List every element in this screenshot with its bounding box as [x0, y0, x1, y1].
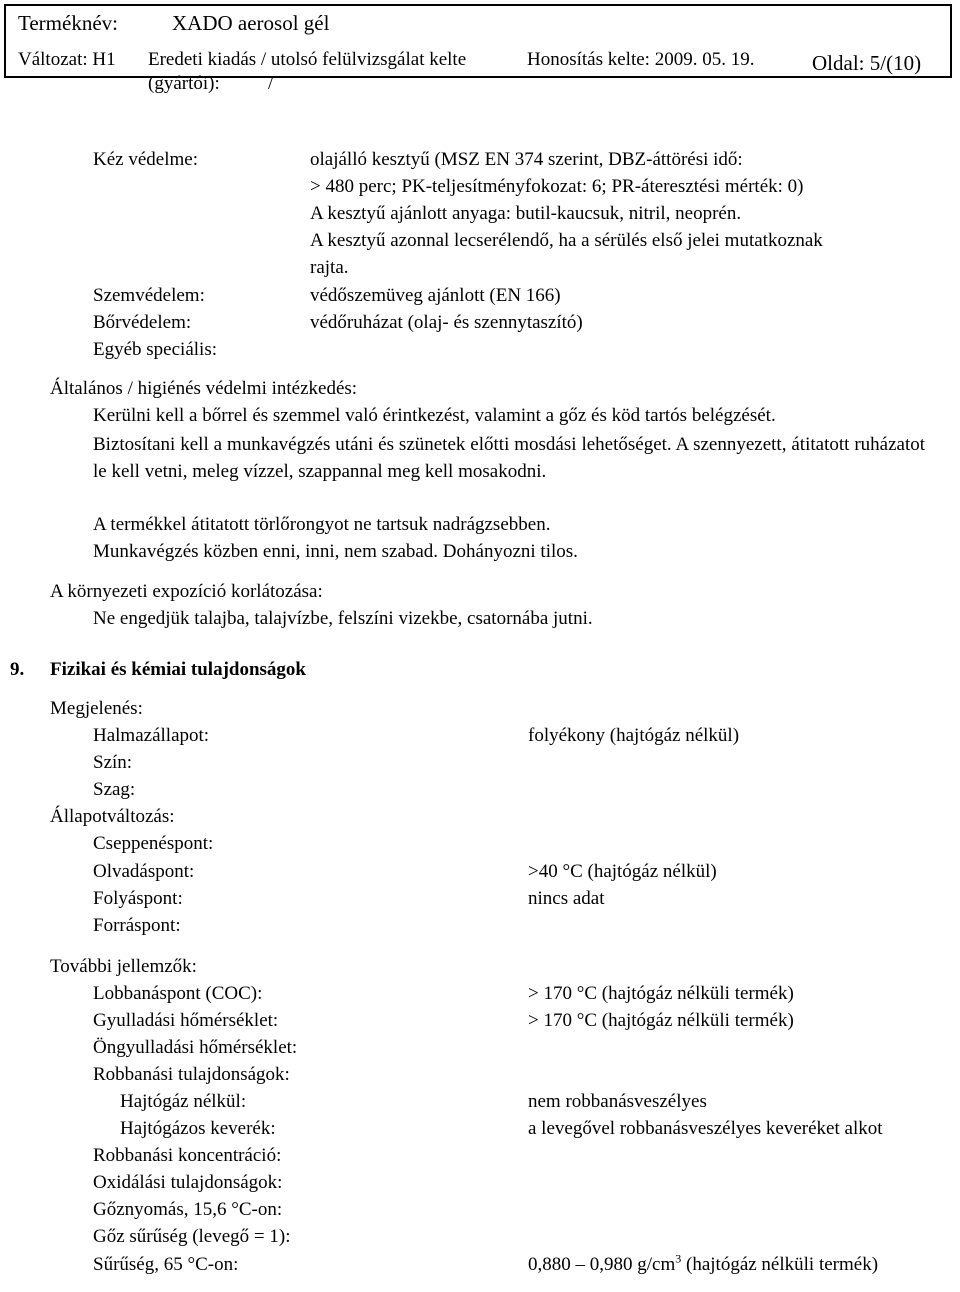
page-number: Oldal: 5/(10)	[812, 51, 922, 75]
density-number: 0,880 – 0,980 g/cm	[528, 1254, 676, 1275]
environment-title: A környezeti expozíció korlátozása:	[50, 581, 323, 602]
pour-point-label: Folyáspont:	[93, 888, 183, 909]
hygiene-title: Általános / higiénés védelmi intézkedés:	[50, 378, 358, 399]
manufacturer-value: /	[268, 73, 274, 94]
state-value: folyékony (hajtógáz nélkül)	[528, 725, 740, 746]
hand-line-2: > 480 perc; PK-teljesítményfokozat: 6; PR-áteresztési mérték: 0)	[310, 176, 804, 197]
state-change-title: Állapotváltozás:	[50, 806, 175, 827]
hand-line-4: A kesztyű azonnal lecserélendő, ha a sérülés első jelei mutatkoznak	[310, 230, 823, 251]
density-value	[528, 1253, 878, 1277]
vapor-density-label: Gőz sűrűség (levegő = 1):	[93, 1226, 291, 1247]
hand-line-1: olajálló kesztyű (MSZ EN 374 szerint, DBZ-áttörési idő:	[310, 149, 743, 170]
hand-line-5: rajta.	[310, 257, 349, 278]
drop-point-label: Cseppenéspont:	[93, 833, 214, 854]
skin-protection-value: védőruházat (olaj- és szennytaszító)	[310, 312, 583, 333]
no-propellant-value: nem robbanásveszélyes	[528, 1091, 707, 1112]
hygiene-paragraph-2: Biztosítani kell a munkavégzés utáni és szünetek előtti mosdási lehetőséget. A szennyezett, átitatott ruházatot le kell vetni, meleg vízzel, szappannal meg kell mosakodni.	[93, 434, 925, 482]
product-label: Terméknév:	[18, 11, 118, 35]
color-label: Szín:	[93, 752, 133, 773]
section-number: 9.	[10, 659, 25, 680]
hygiene-line-4: Munkavégzés közben enni, inni, nem szabad. Dohányozni tilos.	[93, 541, 578, 562]
ignition-temp-value: > 170 °C (hajtógáz nélküli termék)	[528, 1010, 794, 1031]
autoignition-label: Öngyulladási hőmérséklet:	[93, 1037, 298, 1058]
eye-protection-value: védőszemüveg ajánlott (EN 166)	[310, 285, 561, 306]
with-propellant-value: a levegővel robbanásveszélyes keveréket alkot	[528, 1118, 883, 1139]
with-propellant-label: Hajtógázos keverék:	[120, 1118, 276, 1139]
odor-label: Szag:	[93, 779, 136, 800]
section-title: Fizikai és kémiai tulajdonságok	[50, 659, 306, 680]
boiling-point-label: Forráspont:	[93, 915, 181, 936]
hygiene-line-3: A termékkel átitatott törlőrongyot ne tartsuk nadrágzsebben.	[93, 514, 551, 535]
vapor-pressure-label: Gőznyomás, 15,6 °C-on:	[93, 1199, 283, 1220]
density-label: Sűrűség, 65 °C-on:	[93, 1254, 239, 1275]
hand-line-3: A kesztyű ajánlott anyaga: butil-kaucsuk, nitril, neoprén.	[310, 203, 742, 224]
melting-point-label: Olvadáspont:	[93, 861, 195, 882]
further-props-title: További jellemzők:	[50, 956, 197, 977]
no-propellant-label: Hajtógáz nélkül:	[120, 1091, 247, 1112]
environment-text: Ne engedjük talajba, talajvízbe, felszíni vizekbe, csatornába jutni.	[93, 608, 593, 629]
flash-point-value: > 170 °C (hajtógáz nélküli termék)	[528, 983, 794, 1004]
localization-date: Honosítás kelte: 2009. 05. 19.	[527, 49, 755, 70]
eye-protection-label: Szemvédelem:	[93, 285, 205, 306]
document-header	[4, 4, 952, 78]
ignition-temp-label: Gyulladási hőmérséklet:	[93, 1010, 279, 1031]
melting-point-value: >40 °C (hajtógáz nélkül)	[528, 861, 717, 882]
flash-point-label: Lobbanáspont (COC):	[93, 983, 263, 1004]
hygiene-line-1: Kerülni kell a bőrrel és szemmel való érintkezést, valamint a gőz és köd tartós belégzését.	[93, 405, 776, 426]
manufacturer-line: (gyártói):	[148, 73, 220, 94]
state-label: Halmazállapot:	[93, 725, 210, 746]
pour-point-value: nincs adat	[528, 888, 605, 909]
hand-protection-label: Kéz védelme:	[93, 149, 198, 170]
density-suffix: (hajtógáz nélküli termék)	[681, 1254, 879, 1275]
other-protection-label: Egyéb speciális:	[93, 339, 217, 360]
product-name: XADO aerosol gél	[172, 11, 330, 35]
original-issue: Eredeti kiadás / utolsó felülvizsgálat kelte	[148, 49, 467, 70]
skin-protection-label: Bőrvédelem:	[93, 312, 192, 333]
oxidising-props-label: Oxidálási tulajdonságok:	[93, 1172, 283, 1193]
appearance-title: Megjelenés:	[50, 698, 143, 719]
density-exponent: 3	[675, 1251, 682, 1266]
version: Változat: H1	[18, 49, 116, 70]
explosive-props-label: Robbanási tulajdonságok:	[93, 1064, 290, 1085]
explosion-conc-label: Robbanási koncentráció:	[93, 1145, 282, 1166]
